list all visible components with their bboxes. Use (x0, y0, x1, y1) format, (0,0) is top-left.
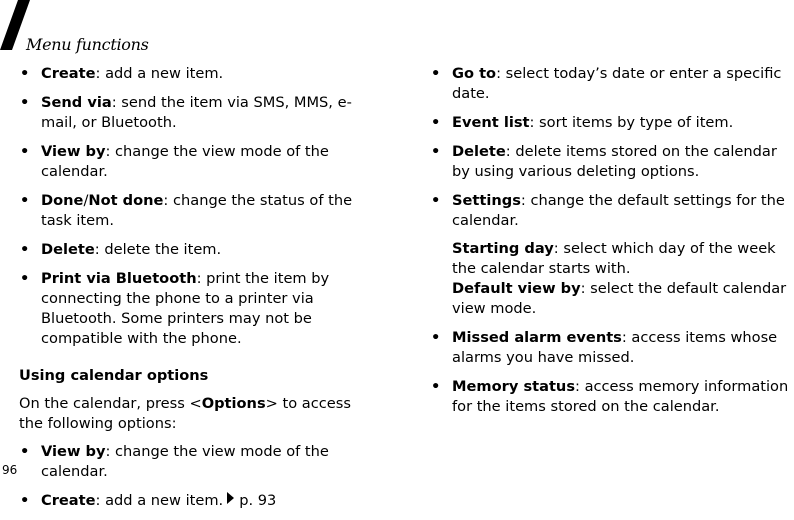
calendar-options-list (19, 442, 379, 511)
list-item (19, 491, 379, 511)
list-item (430, 64, 794, 104)
item-text: : change the view mode of the calendar. (41, 143, 329, 180)
page-number: 96 (2, 463, 18, 477)
item-text: : select today’s date or enter a specific date. (452, 65, 782, 102)
running-head: Menu functions (26, 35, 149, 54)
settings-sub-item (452, 279, 794, 319)
list-item (19, 442, 379, 482)
item-term: Print via Bluetooth (41, 270, 197, 287)
item-text: : change the status of the task item. (41, 192, 353, 229)
list-item (430, 191, 794, 319)
sub-item-term: Starting day (452, 240, 554, 257)
item-text: : change the view mode of the calendar. (41, 443, 329, 480)
item-term: Go to (452, 65, 497, 82)
sub-item-term: Default view by (452, 280, 581, 297)
list-item (430, 328, 794, 368)
item-text: : access memory information for the items stored on the calendar. (452, 378, 789, 415)
page-reference-arrow-icon (227, 492, 234, 504)
item-text: : delete the item. (94, 241, 222, 258)
item-text: : add a new item. (95, 492, 224, 509)
item-text: : add a new item. (95, 65, 224, 82)
list-item (19, 269, 379, 349)
list-item (19, 93, 379, 133)
item-term: View by (41, 143, 106, 160)
sub-item-text: : select the default calendar view mode. (452, 280, 787, 317)
item-text: : access items whose alarms you have missed. (452, 329, 778, 366)
options-key: Options (201, 395, 266, 412)
item-term: Memory status (452, 378, 576, 395)
item-term: View by (41, 443, 106, 460)
calendar-menu-list (19, 64, 379, 349)
list-item (19, 191, 379, 231)
list-item (19, 142, 379, 182)
page-reference: p. 93 (239, 492, 277, 509)
list-item (19, 64, 379, 84)
item-term: Done (41, 192, 84, 209)
list-item (430, 377, 794, 417)
intro-text-after: > to access the following options: (19, 395, 351, 432)
item-text: : print the item by connecting the phone to a printer via Bluetooth. Some printers may not be compatible with the phone. (41, 270, 330, 347)
left-column (19, 64, 379, 520)
item-term: Create (41, 492, 96, 509)
list-item (19, 240, 379, 260)
item-text: : change the default settings for the calendar. (452, 192, 785, 229)
sub-item-text: : select which day of the week the calendar starts with. (452, 240, 776, 277)
section-intro (19, 394, 379, 434)
right-column (430, 64, 794, 426)
list-item (430, 142, 794, 182)
item-text: : sort items by type of item. (529, 114, 734, 131)
intro-text-before: On the calendar, press < (19, 395, 202, 412)
item-separator: / (83, 192, 89, 209)
item-text: : delete items stored on the calendar by using various deleting options. (452, 143, 777, 180)
section-title: Using calendar options (19, 367, 209, 384)
settings-sub-item (452, 239, 794, 279)
item-term: Delete (452, 143, 506, 160)
item-term: Delete (41, 241, 95, 258)
item-term: Missed alarm events (452, 329, 622, 346)
item-term: Not done (88, 192, 164, 209)
calendar-options-list-continued (430, 64, 794, 417)
item-term: Settings (452, 192, 521, 209)
list-item (430, 113, 794, 133)
item-term: Event list (452, 114, 530, 131)
item-term: Create (41, 65, 96, 82)
item-text: : send the item via SMS, MMS, e-mail, or Bluetooth. (41, 94, 352, 131)
item-term: Send via (41, 94, 112, 111)
